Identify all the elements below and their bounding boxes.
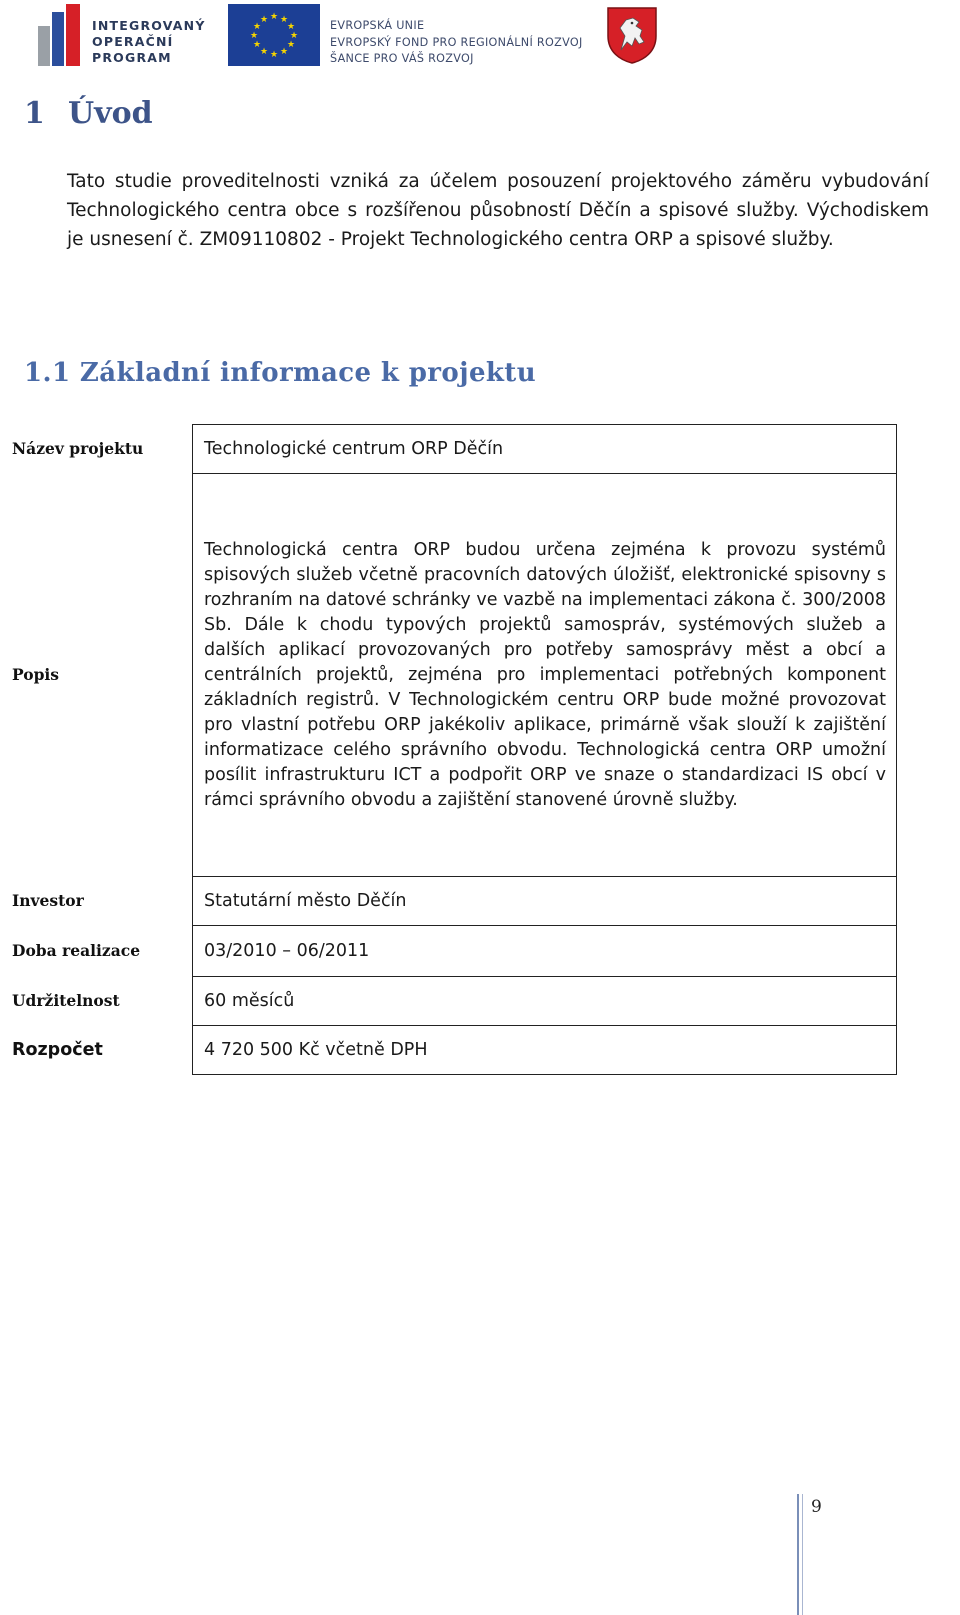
page-header bbox=[0, 0, 960, 72]
row-value-rozpocet: 4 720 500 Kč včetně DPH bbox=[193, 1026, 897, 1075]
section-number: 1 bbox=[24, 96, 45, 131]
svg-text:★: ★ bbox=[269, 12, 279, 22]
iop-logo-line-1: INTEGROVANÝ bbox=[92, 18, 206, 33]
row-label-udrzitelnost: Udržitelnost bbox=[12, 991, 120, 1010]
row-label-doba: Doba realizace bbox=[12, 941, 141, 960]
svg-text:★: ★ bbox=[286, 22, 296, 32]
section-heading-1 bbox=[24, 96, 153, 131]
eu-text-line-1: EVROPSKÁ UNIE bbox=[330, 19, 425, 32]
svg-text:★: ★ bbox=[249, 31, 259, 41]
svg-text:★: ★ bbox=[279, 15, 289, 25]
page-number: 9 bbox=[811, 1497, 822, 1517]
intro-paragraph: Tato studie proveditelnosti vzniká za účelem posouzení projektového záměru vybudování Technologického centra obce s rozšířenou působností Děčín a spisové služby. Východiskem je usnesení č. ZM09110802 - Projekt Technologického centra ORP a spisové služby. bbox=[67, 171, 929, 250]
row-label-investor: Investor bbox=[12, 891, 84, 910]
row-value-investor: Statutární město Děčín bbox=[193, 877, 897, 926]
svg-text:★: ★ bbox=[279, 47, 289, 57]
decin-crest-icon bbox=[606, 6, 658, 64]
row-label-popis: Popis bbox=[12, 665, 60, 684]
row-value-popis: Technologická centra ORP budou určena zejména k provozu systémů spisových služeb včetně pracovních datových úložišť, elektronické spisovny s rozhraním na datové schránky ve vazbě na implementaci zákona č. 300/2008 Sb. Dále k chodu typových projektů samospráv, systémových služeb a dalších aplikací provozovaných pro potřeby samosprávy měst a obcí a centrálních projektů, zejména pro implementaci potřebných komponent základních registrů. V Technologickém centru ORP bude možné provozovat pro vlastní potřebu ORP jakékoliv aplikace, primárně však slouží k zajištění informatizace celého správního obvodu. Technologická centra ORP umožní posílit infrastrukturu ICT a podpořit ORP ve snaze o standardizaci IS obcí v rámci správního obvodu a zajištění stanovené úrovně služby. bbox=[193, 474, 897, 877]
page-number-rule bbox=[797, 1494, 803, 1615]
project-info-table bbox=[4, 424, 897, 1075]
eu-text-line-3: ŠANCE PRO VÁŠ ROZVOJ bbox=[330, 52, 474, 65]
table-row bbox=[4, 425, 897, 474]
iop-logo-line-2: OPERAČNÍ bbox=[92, 34, 174, 49]
svg-text:★: ★ bbox=[252, 40, 262, 50]
eu-flag-icon bbox=[228, 4, 320, 66]
table-row bbox=[4, 877, 897, 926]
table-row bbox=[4, 1026, 897, 1075]
svg-text:★: ★ bbox=[269, 50, 279, 60]
svg-text:★: ★ bbox=[252, 22, 262, 32]
table-row bbox=[4, 926, 897, 977]
row-value-nazev: Technologické centrum ORP Děčín bbox=[193, 425, 897, 474]
iop-logo-bars bbox=[38, 4, 84, 66]
iop-logo-line-3: PROGRAM bbox=[92, 50, 172, 65]
svg-text:★: ★ bbox=[286, 40, 296, 50]
eu-text-block bbox=[330, 18, 583, 68]
table-row bbox=[4, 474, 897, 877]
row-value-doba: 03/2010 – 06/2011 bbox=[193, 926, 897, 977]
section-heading-1-1: 1.1 Základní informace k projektu bbox=[24, 358, 537, 388]
eu-text-line-2: EVROPSKÝ FOND PRO REGIONÁLNÍ ROZVOJ bbox=[330, 35, 583, 49]
row-label-nazev: Název projektu bbox=[12, 439, 144, 458]
row-label-rozpocet: Rozpočet bbox=[12, 1040, 103, 1060]
svg-text:★: ★ bbox=[259, 47, 269, 57]
row-value-udrzitelnost: 60 měsíců bbox=[193, 977, 897, 1026]
svg-text:★: ★ bbox=[259, 15, 269, 25]
table-row bbox=[4, 977, 897, 1026]
iop-logo bbox=[38, 4, 206, 66]
svg-text:★: ★ bbox=[289, 31, 299, 41]
section-title: Úvod bbox=[68, 96, 153, 131]
